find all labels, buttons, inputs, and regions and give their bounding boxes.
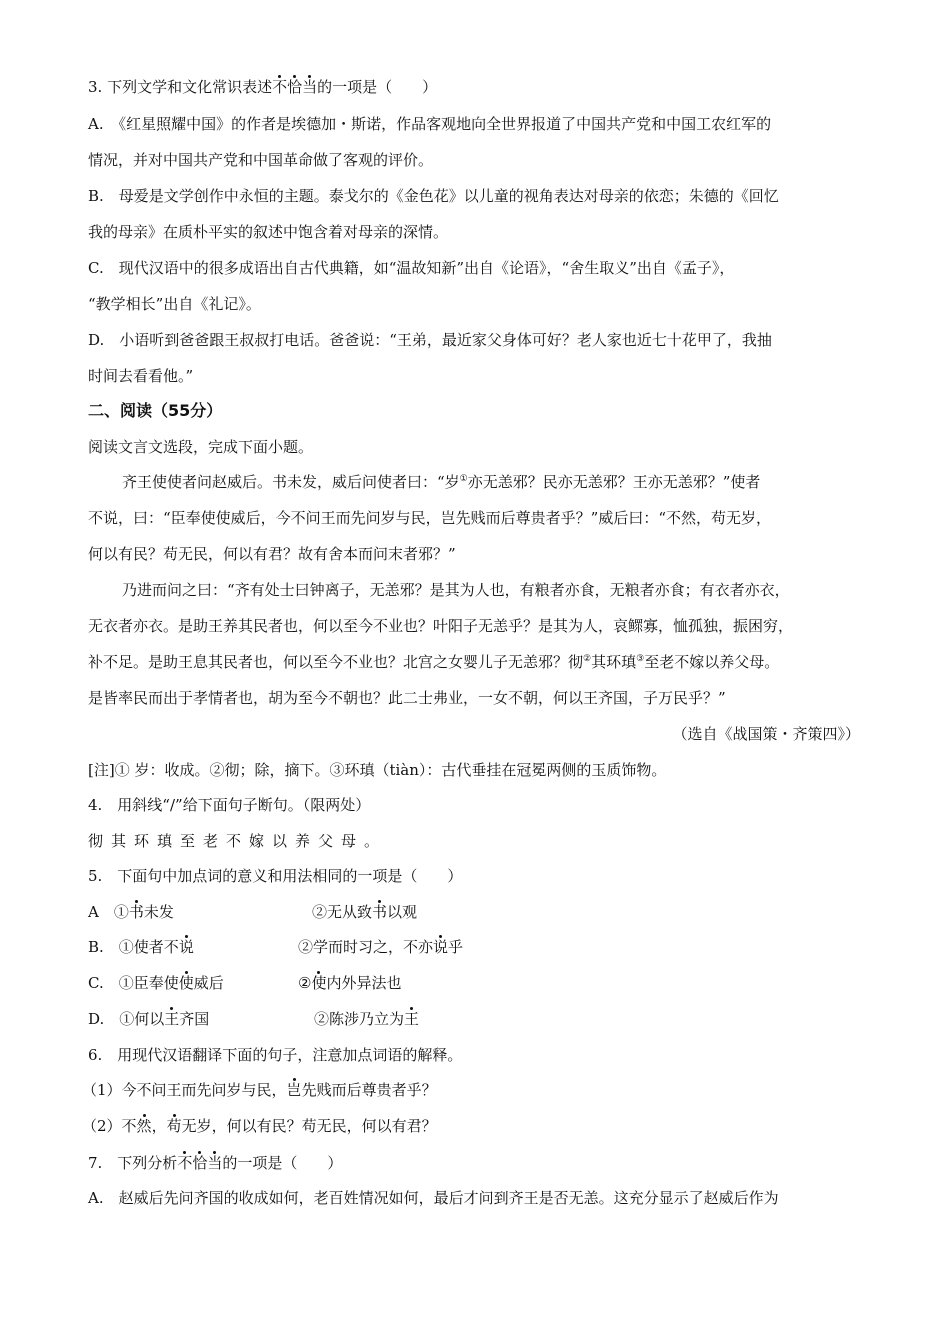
passage-p2-line3: 补不足。是助王息其民者也，何以至今不业也？北宫之女婴儿子无恙邪？彻②其环瑱③至老不嫁以养父母。 [88,653,780,671]
passage-p1-line2: 不说，曰：“臣奉使使威后，今不问王而先问岁与民，岂先贱而后尊贵者乎？”威后曰：“不然，苟无岁， [88,509,772,527]
emphasis-dot-char: 书 [372,903,388,921]
q6-sentence-2: （2）不然，苟无岁，何以有民？苟无民，何以有君？ [82,1117,437,1135]
q5-option-a: A ①书未发 [88,903,174,921]
passage-p1-line3: 何以有民？苟无民，何以有君？故有舍本而问末者邪？” [88,545,456,563]
q3-option-a-line1: A. 《红星照耀中国》的作者是埃德加・斯诺，作品客观地向全世界报道了中国共产党和中国工农红军的 [88,115,772,133]
passage-p1-line1: 齐王使使者问赵威后。书未发，威后问使者曰：“岁①亦无恙邪？民亦无恙邪？王亦无恙邪？”使者 [122,473,761,491]
q5-option-b-right: ②学而时习之，不亦说乎 [298,938,464,956]
emphasis-dot-char: 说 [433,938,449,956]
emphasis-dot-char: 王 [404,1010,420,1028]
emphasis-dot-char: 岂 [286,1081,302,1099]
q3-option-d-line2: 时间去看看他。” [88,367,194,385]
q5-stem: 5. 下面句中加点词的意义和用法相同的一项是（ ） [88,867,463,885]
emphasis-dot-char: 不 [272,78,288,96]
q6-stem: 6. 用现代汉语翻译下面的句子，注意加点词语的解释。 [88,1046,463,1064]
q5-option-b: B. ①使者不说 [88,938,194,956]
q3-option-c-line1: C. 现代汉语中的很多成语出自古代典籍，如“温故知新”出自《论语》，“舍生取义”出自《孟子》， [88,259,735,277]
q5-option-c: C. ①臣奉使使威后 [88,974,224,992]
emphasis-dot-char: 书 [128,903,144,921]
emphasis-dot-char: 说 [178,938,194,956]
q3-option-d-line1: D. 小语听到爸爸跟王叔叔打电话。爸爸说：“王弟，最近家父身体可好？老人家也近七十花甲了，我抽 [88,331,772,349]
passage-p2-line2: 无衣者亦衣。是助王养其民者也，何以至今不业也？叶阳子无恙乎？是其为人，哀鳏寡，恤孤独，振困穷， [88,617,794,635]
section-heading: 二、阅读（55分） [88,401,223,420]
q3-stem: 3. 下列文学和文化常识表述不恰当的一项是（ ） [88,78,438,96]
emphasis-dot-char: 不 [177,1154,193,1172]
q7-option-a: A. 赵威后先问齐国的收成如何，老百姓情况如何，最后才问到齐王是否无恙。这充分显示了赵威后作为 [88,1189,779,1207]
emphasis-dot-char: 恰 [287,78,303,96]
q3-option-b-line2: 我的母亲》在质朴平实的叙述中饱含着对母亲的深情。 [88,223,449,241]
footnote-marker: ① [459,474,468,484]
emphasis-dot-char: 然 [136,1117,152,1135]
passage-p2-line4: 是皆率民而出于孝情者也，胡为至今不朝也？此二士弗业，一女不朝，何以王齐国，子万民乎？” [88,689,726,707]
footnotes: [注]① 岁：收成。②彻；除，摘下。③环瑱（tiàn）：古代垂挂在冠冕两侧的玉质饰物。 [88,761,667,779]
footnote-marker: ② [583,654,592,664]
q4-stem: 4. 用斜线“/”给下面句子断句。（限两处） [88,796,371,814]
q6-sentence-1: （1）今不问王而先问岁与民，岂先贱而后尊贵者乎？ [82,1081,437,1099]
q5-option-d-right: ②陈涉乃立为王 [314,1010,420,1028]
emphasis-dot-char: 使 [178,974,194,992]
q4-sentence: 彻其环瑱至老不嫁以养父母。 [88,832,388,850]
emphasis-dot-char: 恰 [192,1154,208,1172]
q3-option-a-line2: 情况，并对中国共产党和中国革命做了客观的评价。 [88,151,434,169]
emphasis-dot-char: 王 [164,1010,180,1028]
q5-option-a-right: ②无从致书以观 [312,903,418,921]
section-intro: 阅读文言文选段，完成下面小题。 [88,438,314,456]
q7-stem: 7. 下列分析不恰当的一项是（ ） [88,1154,343,1172]
q5-option-d: D. ①何以王齐国 [88,1010,210,1028]
passage-p2-line1: 乃进而问之曰：“齐有处士曰钟离子，无恙邪？是其为人也，有粮者亦食，无粮者亦食；有衣者亦衣， [122,581,790,599]
footnote-marker: ③ [636,654,645,664]
emphasis-dot-char: 当 [207,1154,223,1172]
emphasis-dot-char: 苟 [166,1117,182,1135]
emphasis-dot-char: 当 [302,78,318,96]
q3-option-b-line1: B. 母爱是文学创作中永恒的主题。泰戈尔的《金色花》以儿童的视角表达对母亲的依恋；朱德的《回忆 [88,187,779,205]
passage-source: （选自《战国策・齐策四》） [672,725,860,743]
q5-option-c-right: ②使内外异法也 [298,974,402,992]
emphasis-dot-char: 使 [311,974,327,992]
q3-option-c-line2: “教学相长”出自《礼记》。 [88,295,261,313]
